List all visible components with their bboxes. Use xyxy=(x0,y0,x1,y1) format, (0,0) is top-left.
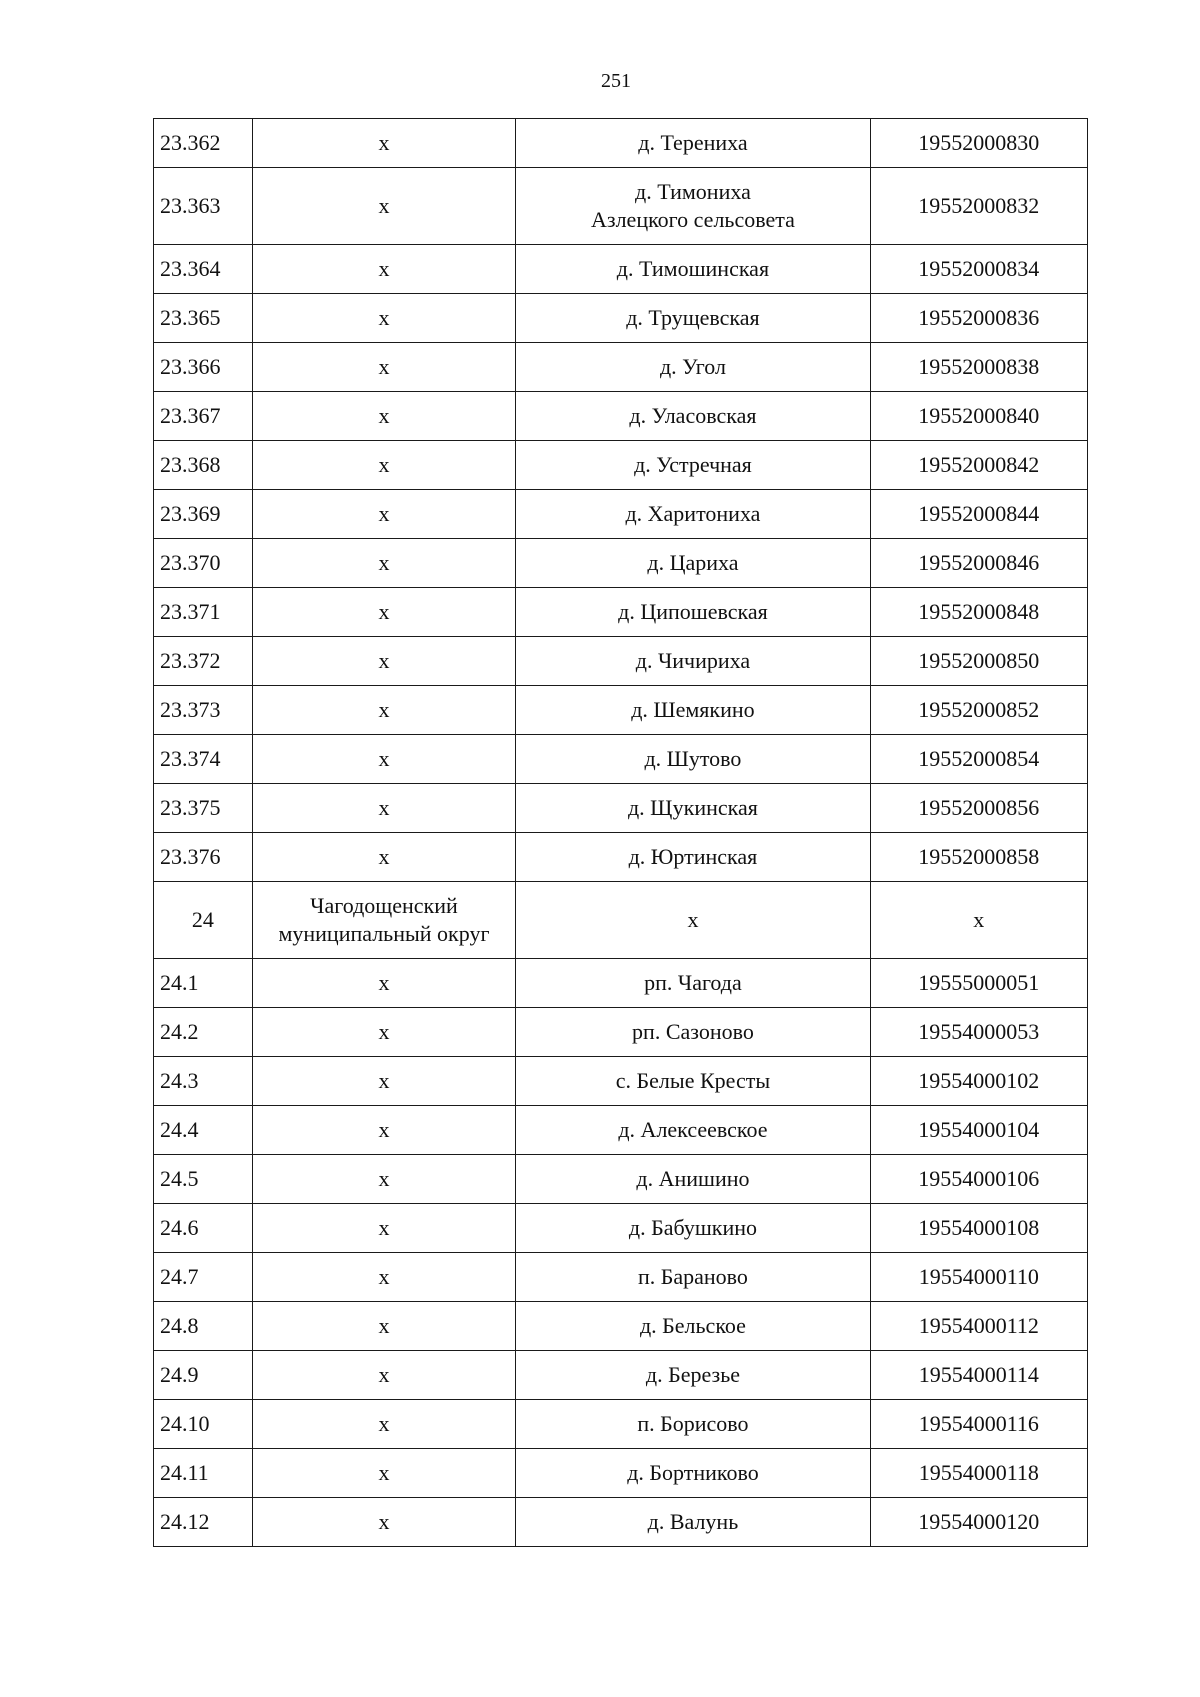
settlement-name-cell: д. Уласовская xyxy=(516,392,870,441)
row-number-cell: 24.7 xyxy=(154,1253,253,1302)
oktmo-code-cell: 19554000114 xyxy=(870,1351,1087,1400)
table-row xyxy=(154,686,1088,735)
settlement-name-cell: д. Алексеевское xyxy=(516,1106,870,1155)
settlement-name-cell: д. Юртинская xyxy=(516,833,870,882)
row-number-cell: 23.373 xyxy=(154,686,253,735)
row-number-cell: 23.365 xyxy=(154,294,253,343)
table-row xyxy=(154,1351,1088,1400)
table-row xyxy=(154,1449,1088,1498)
row-number-cell: 23.370 xyxy=(154,539,253,588)
municipality-cell: x xyxy=(252,441,516,490)
municipality-cell: x xyxy=(252,245,516,294)
row-number-cell: 23.376 xyxy=(154,833,253,882)
settlement-name-cell: д. Тимониха Азлецкого сельсовета xyxy=(516,168,870,245)
oktmo-code-cell: 19552000844 xyxy=(870,490,1087,539)
row-number-cell: 23.362 xyxy=(154,119,253,168)
municipality-cell: x xyxy=(252,1253,516,1302)
municipality-cell: x xyxy=(252,392,516,441)
table-row xyxy=(154,539,1088,588)
settlements-table xyxy=(153,118,1088,1547)
row-number-cell: 24.8 xyxy=(154,1302,253,1351)
oktmo-code-cell: 19554000106 xyxy=(870,1155,1087,1204)
municipality-cell: x xyxy=(252,1449,516,1498)
table-row xyxy=(154,1253,1088,1302)
row-number-cell: 23.363 xyxy=(154,168,253,245)
table-row xyxy=(154,1155,1088,1204)
oktmo-code-cell: 19554000118 xyxy=(870,1449,1087,1498)
row-number-cell: 23.374 xyxy=(154,735,253,784)
row-number-cell: 24.12 xyxy=(154,1498,253,1547)
settlement-name-cell: рп. Сазоново xyxy=(516,1008,870,1057)
municipality-cell: x xyxy=(252,637,516,686)
municipality-cell: x xyxy=(252,1155,516,1204)
municipality-cell: x xyxy=(252,343,516,392)
settlement-name-cell: д. Устречная xyxy=(516,441,870,490)
table-row xyxy=(154,343,1088,392)
oktmo-code-cell: 19554000053 xyxy=(870,1008,1087,1057)
row-number-cell: 24.2 xyxy=(154,1008,253,1057)
oktmo-code-cell: 19552000858 xyxy=(870,833,1087,882)
table-row xyxy=(154,959,1088,1008)
oktmo-code-cell: 19552000852 xyxy=(870,686,1087,735)
municipality-cell: x xyxy=(252,735,516,784)
oktmo-code-cell: 19552000838 xyxy=(870,343,1087,392)
settlement-name-cell: д. Угол xyxy=(516,343,870,392)
table-row xyxy=(154,588,1088,637)
oktmo-code-cell: 19554000120 xyxy=(870,1498,1087,1547)
row-number-cell: 24.9 xyxy=(154,1351,253,1400)
settlement-name-cell: п. Борисово xyxy=(516,1400,870,1449)
oktmo-code-cell: 19554000112 xyxy=(870,1302,1087,1351)
oktmo-code-cell: 19552000834 xyxy=(870,245,1087,294)
oktmo-code-cell: 19552000836 xyxy=(870,294,1087,343)
row-number-cell: 23.371 xyxy=(154,588,253,637)
municipality-cell: x xyxy=(252,1400,516,1449)
municipality-cell: x xyxy=(252,1008,516,1057)
table-row xyxy=(154,1302,1088,1351)
settlement-name-cell: д. Чичириха xyxy=(516,637,870,686)
municipality-cell: x xyxy=(252,1302,516,1351)
municipality-cell: x xyxy=(252,1204,516,1253)
table-row xyxy=(154,1106,1088,1155)
municipality-cell: x xyxy=(252,833,516,882)
oktmo-code-cell: 19555000051 xyxy=(870,959,1087,1008)
municipality-cell: x xyxy=(252,168,516,245)
oktmo-code-cell: 19554000110 xyxy=(870,1253,1087,1302)
table-row xyxy=(154,1400,1088,1449)
settlement-name-cell: д. Валунь xyxy=(516,1498,870,1547)
table-row xyxy=(154,833,1088,882)
row-number-cell: 23.367 xyxy=(154,392,253,441)
municipality-cell: x xyxy=(252,1057,516,1106)
municipality-cell: Чагодощенский муниципальный округ xyxy=(252,882,516,959)
oktmo-code-cell: 19552000856 xyxy=(870,784,1087,833)
table-row xyxy=(154,1498,1088,1547)
settlement-name-cell: д. Щукинская xyxy=(516,784,870,833)
table-row xyxy=(154,168,1088,245)
settlement-name-cell: x xyxy=(516,882,870,959)
table-row xyxy=(154,1057,1088,1106)
settlement-name-cell: д. Бабушкино xyxy=(516,1204,870,1253)
oktmo-code-cell: 19554000108 xyxy=(870,1204,1087,1253)
municipality-cell: x xyxy=(252,1498,516,1547)
row-number-cell: 24 xyxy=(154,882,253,959)
row-number-cell: 23.364 xyxy=(154,245,253,294)
row-number-cell: 24.6 xyxy=(154,1204,253,1253)
municipality-cell: x xyxy=(252,1106,516,1155)
table-row xyxy=(154,1008,1088,1057)
municipality-cell: x xyxy=(252,119,516,168)
table-row xyxy=(154,294,1088,343)
row-number-cell: 24.5 xyxy=(154,1155,253,1204)
settlement-name-cell: д. Ципошевская xyxy=(516,588,870,637)
oktmo-code-cell: 19554000104 xyxy=(870,1106,1087,1155)
municipality-cell: x xyxy=(252,490,516,539)
table-row xyxy=(154,637,1088,686)
oktmo-code-cell: 19552000846 xyxy=(870,539,1087,588)
page-number: 251 xyxy=(601,70,631,92)
table-row xyxy=(154,490,1088,539)
municipality-cell: x xyxy=(252,959,516,1008)
row-number-cell: 23.368 xyxy=(154,441,253,490)
municipality-cell: x xyxy=(252,686,516,735)
settlement-name-cell: д. Березье xyxy=(516,1351,870,1400)
row-number-cell: 24.4 xyxy=(154,1106,253,1155)
settlement-name-cell: д. Харитониха xyxy=(516,490,870,539)
oktmo-code-cell: 19552000842 xyxy=(870,441,1087,490)
table-row xyxy=(154,245,1088,294)
row-number-cell: 24.11 xyxy=(154,1449,253,1498)
settlement-name-cell: д. Анишино xyxy=(516,1155,870,1204)
municipality-cell: x xyxy=(252,784,516,833)
municipality-cell: x xyxy=(252,539,516,588)
row-number-cell: 23.369 xyxy=(154,490,253,539)
settlement-name-cell: д. Трущевская xyxy=(516,294,870,343)
settlement-name-cell: с. Белые Кресты xyxy=(516,1057,870,1106)
table-row xyxy=(154,735,1088,784)
table-row xyxy=(154,392,1088,441)
row-number-cell: 23.375 xyxy=(154,784,253,833)
settlement-name-cell: рп. Чагода xyxy=(516,959,870,1008)
settlement-name-cell: д. Бельское xyxy=(516,1302,870,1351)
oktmo-code-cell: 19552000832 xyxy=(870,168,1087,245)
oktmo-code-cell: 19552000850 xyxy=(870,637,1087,686)
table-body xyxy=(154,119,1088,1547)
settlement-name-cell: д. Цариха xyxy=(516,539,870,588)
oktmo-code-cell: 19552000854 xyxy=(870,735,1087,784)
table-row xyxy=(154,1204,1088,1253)
table-row xyxy=(154,882,1088,959)
settlement-name-cell: д. Бортниково xyxy=(516,1449,870,1498)
oktmo-code-cell: 19554000102 xyxy=(870,1057,1087,1106)
municipality-cell: x xyxy=(252,1351,516,1400)
row-number-cell: 23.372 xyxy=(154,637,253,686)
oktmo-code-cell: 19552000840 xyxy=(870,392,1087,441)
settlement-name-cell: д. Тимошинская xyxy=(516,245,870,294)
municipality-cell: x xyxy=(252,294,516,343)
table-row xyxy=(154,784,1088,833)
row-number-cell: 24.1 xyxy=(154,959,253,1008)
municipality-cell: x xyxy=(252,588,516,637)
oktmo-code-cell: 19552000830 xyxy=(870,119,1087,168)
oktmo-code-cell: 19554000116 xyxy=(870,1400,1087,1449)
table-row xyxy=(154,441,1088,490)
settlement-name-cell: д. Терениха xyxy=(516,119,870,168)
settlement-name-cell: п. Бараново xyxy=(516,1253,870,1302)
oktmo-code-cell: x xyxy=(870,882,1087,959)
row-number-cell: 23.366 xyxy=(154,343,253,392)
oktmo-code-cell: 19552000848 xyxy=(870,588,1087,637)
table-row xyxy=(154,119,1088,168)
settlement-name-cell: д. Шемякино xyxy=(516,686,870,735)
settlement-name-cell: д. Шутово xyxy=(516,735,870,784)
row-number-cell: 24.3 xyxy=(154,1057,253,1106)
row-number-cell: 24.10 xyxy=(154,1400,253,1449)
